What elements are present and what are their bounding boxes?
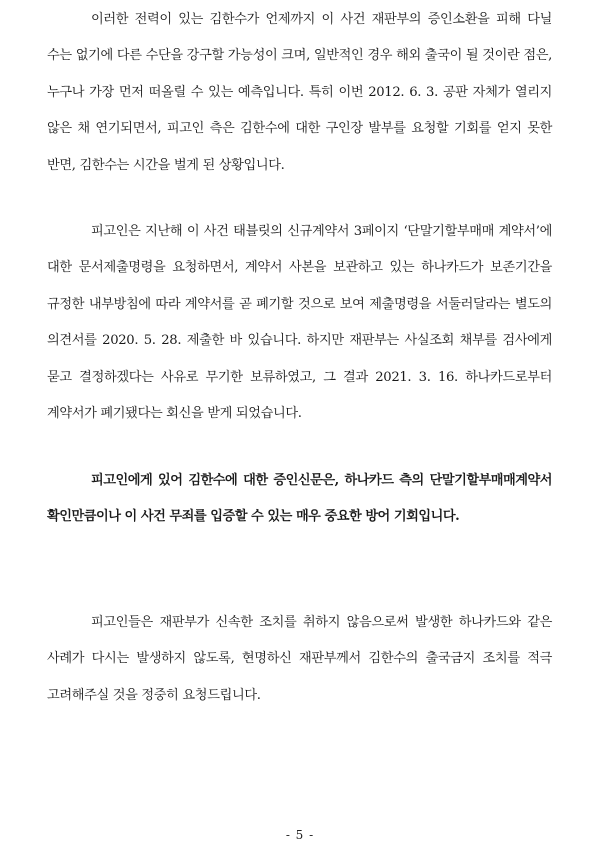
page-number: - 5 - [285, 828, 315, 842]
paragraph-1: 이러한 전력이 있는 김한수가 언제까지 이 사건 재판부의 증인소환을 피해 다닐 수는 없기에 다른 수단을 강구할 가능성이 크며, 일반적인 경우 해외 출국이 될 것이란 점은, 누구나 가장 먼저 떠올릴 수 있는 예측입니다. 특히 이번 2012. 6. 3. 공판 자체가 열리지 않은 채 연기되면서, 피고인 측은 김한수에 대한 구인장 발부를 요청할 기회를 얻지 못한 반면, 김한수는 시간을 벌게 된 상황입니다. [47, 12, 552, 173]
paragraph-3-emphasis: 피고인에게 있어 김한수에 대한 증인신문은, 하나카드 측의 단말기할부매매계약서 확인만큼이나 이 사건 무죄를 입증할 수 있는 매우 중요한 방어 기회입니다. [47, 473, 552, 525]
paragraph-4: 피고인들은 재판부가 신속한 조치를 취하지 않음으로써 발생한 하나카드와 같은 사례가 다시는 발생하지 않도록, 현명하신 재판부께서 김한수의 출국금지 조치를 적극 고려해주실 것을 정중히 요청드립니다. [47, 615, 552, 703]
paragraph-2: 피고인은 지난해 이 사건 태블릿의 신규계약서 3페이지 ‘단말기할부매매 계약서’에 대한 문서제출명령을 요청하면서, 계약서 사본을 보관하고 있는 하나카드가 보존기간을 규정한 내부방침에 따라 계약서를 곧 폐기할 것으로 보여 제출명령을 서둘러달라는 별도의 의견서를 2020. 5. 28. 제출한 바 있습니다. 하지만 재판부는 사실조회 채부를 검사에게 묻고 결정하겠다는 사유로 무기한 보류하였고, 그 결과 2021. 3. 16. 하나카드로부터 계약서가 폐기됐다는 회신을 받게 되었습니다. [47, 224, 552, 422]
